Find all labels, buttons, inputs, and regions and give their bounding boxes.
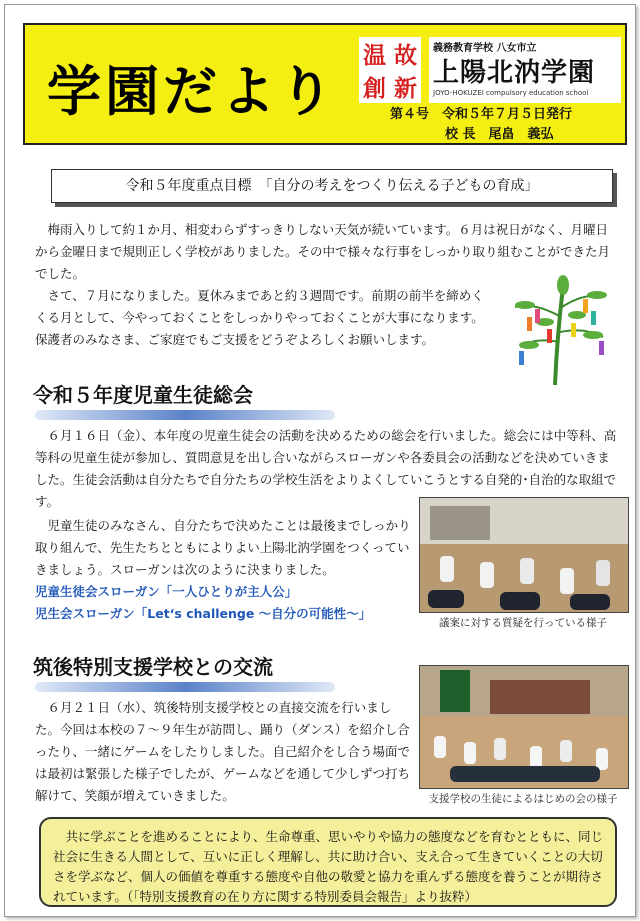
tanabata-bamboo-icon xyxy=(505,267,615,387)
assembly-photo xyxy=(419,497,629,613)
quote-text: 共に学ぶことを進めることにより、生命尊重、思いやりや協力の態度などを育むとともに、同じ社会に生きる人間として、互いに正しく理解し、共に助け合い、支え合って生きていくことの大切さを学ぶなど、個人の価値を尊重する態度や自他の敬愛と協力を重んずる態度を養うことが期待されています。（「特別支援教育の在り方に関する特別委員会報告」より抜粋） xyxy=(53,829,604,904)
seal-char: 新 xyxy=(394,75,417,102)
slogan-student-council: 児童生徒会スローガン「一人ひとりが主人公」 xyxy=(35,584,298,599)
section-heading-student-assembly: 令和５年度児童生徒総会 xyxy=(33,383,253,407)
school-name: 上陽北汭学園 xyxy=(433,58,596,88)
exchange-photo xyxy=(419,665,629,789)
newsletter-title: 学園だより xyxy=(47,60,337,123)
seal-char: 温 xyxy=(363,42,386,69)
newsletter-page xyxy=(4,4,636,917)
section-heading-exchange: 筑後特別支援学校との交流 xyxy=(33,655,273,679)
school-name-english: JOYO-HOKUZEI compulsory education school xyxy=(433,89,589,97)
heading-underline xyxy=(35,410,335,420)
masthead xyxy=(23,23,627,145)
heading-underline xyxy=(35,682,335,692)
assembly-paragraph-2: 児童生徒のみなさん、自分たちで決めたことは最後までしっかり取り組んで、先生たちとともによりよい上陽北汭学園をつくっていきましょう。スローガンは次のように決まりました。 xyxy=(35,518,411,577)
motto-seal xyxy=(359,37,421,103)
intro-paragraph-2: さて、７月になりました。夏休みまであと約３週間です。前期の前半を締めくくる月として、今やっておくことをしっかりやっておくことが大事になります。保護者のみなさま、ご家庭でもご支援をどうぞよろしくお願いします。 xyxy=(35,288,484,347)
slogan-general: 児生会スローガン「Let‘s challenge ～自分の可能性～」 xyxy=(35,606,372,621)
intro-paragraph-1: 梅雨入りして約１か月、相変わらずすっきりしない天気が続いています。６月は祝日がなく、月曜日から金曜日まで規則正しく学校がありました。その中で様々な行事をしっかり取り組むことができた月でした。 xyxy=(35,222,611,281)
assembly-paragraph-1: ６月１６日（金）、本年度の児童生徒会の活動を決めるための総会を行いました。総会には中等科、高等科の児童生徒が参加し、質問意見を出し合いながらスローガンや各委員会の活動などを決めていきました。生徒会活動は自分たちで自分たちの学校生活をよりよくしていこうとする自発的･自治的な取組です。 xyxy=(35,428,617,509)
issue-info: 第４号 令和５年７月５日発行 xyxy=(390,107,573,122)
school-type: 義務教育学校 八女市立 xyxy=(433,43,537,54)
seal-char: 創 xyxy=(363,75,386,102)
exchange-photo-caption: 支援学校の生徒によるはじめの会の様子 xyxy=(428,793,618,805)
quote-box xyxy=(39,817,617,907)
exchange-paragraph: ６月２１日（水）、筑後特別支援学校との直接交流を行いました。今回は本校の７～９年生が訪問し、踊り（ダンス）を紹介し合ったり、一緒にゲームをしたりしました。自己紹介をし合う場面では最初は緊張した様子でしたが、ゲームなどを通して少しずつ打ち解けて、笑顔が増えていきました。 xyxy=(35,700,411,803)
school-logo-box xyxy=(429,37,621,103)
principal-name: 校 長 尾畠 義弘 xyxy=(445,127,554,142)
annual-goal: 令和５年度重点目標 「自分の考えをつくり伝える子どもの育成」 xyxy=(51,169,613,203)
assembly-photo-caption: 議案に対する質疑を行っている様子 xyxy=(439,617,607,629)
seal-char: 故 xyxy=(394,42,417,69)
